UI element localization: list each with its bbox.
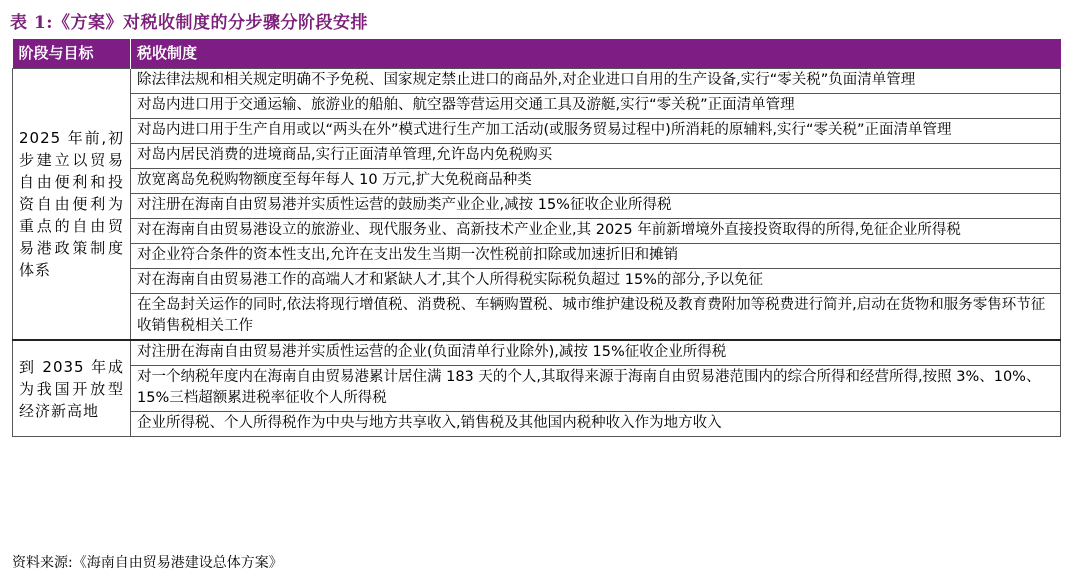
table-cell: 企业所得税、个人所得税作为中央与地方共享收入,销售税及其他国内税种收入作为地方收入 (131, 412, 1061, 437)
table-header-row (13, 39, 1061, 69)
table-title: 表 1:《方案》对税收制度的分步骤分阶段安排 (10, 13, 369, 33)
table-row (13, 412, 1061, 437)
table-row (13, 244, 1061, 269)
table-row (13, 94, 1061, 119)
table-cell: 对一个纳税年度内在海南自由贸易港累计居住满 183 天的个人,其取得来源于海南自由贸易港范围内的综合所得和经营所得,按照 3%、10%、15%三档超额累进税率征收个人所得税 (131, 366, 1061, 412)
header-stage: 阶段与目标 (13, 39, 131, 69)
table-cell: 放宽离岛免税购物额度至每年每人 10 万元,扩大免税商品种类 (131, 169, 1061, 194)
table-row (13, 69, 1061, 94)
table-row (13, 366, 1061, 412)
table-row (13, 119, 1061, 144)
table-cell: 对岛内进口用于生产自用或以“两头在外”模式进行生产加工活动(或服务贸易过程中)所消耗的原辅料,实行“零关税”正面清单管理 (131, 119, 1061, 144)
table-cell: 对在海南自由贸易港工作的高端人才和紧缺人才,其个人所得税实际税负超过 15%的部分,予以免征 (131, 269, 1061, 294)
table-cell: 对岛内进口用于交通运输、旅游业的船舶、航空器等营运用交通工具及游艇,实行“零关税”正面清单管理 (131, 94, 1061, 119)
table-row (13, 294, 1061, 341)
header-tax-system: 税收制度 (131, 39, 1061, 69)
tax-arrangement-table (12, 39, 1061, 437)
table-row (13, 269, 1061, 294)
table-row (13, 144, 1061, 169)
table-cell: 在全岛封关运作的同时,依法将现行增值税、消费税、车辆购置税、城市维护建设税及教育费附加等税费进行简并,启动在货物和服务零售环节征收销售税相关工作 (131, 294, 1061, 341)
table-cell: 除法律法规和相关规定明确不予免税、国家规定禁止进口的商品外,对企业进口自用的生产设备,实行“零关税”负面清单管理 (131, 69, 1061, 94)
stage-2025: 2025 年前,初步建立以贸易自由便利和投资自由便利为重点的自由贸易港政策制度体系 (13, 69, 131, 341)
table-row (13, 169, 1061, 194)
table-cell: 对在海南自由贸易港设立的旅游业、现代服务业、高新技术产业企业,其 2025 年前新增境外直接投资取得的所得,免征企业所得税 (131, 219, 1061, 244)
table-row (13, 340, 1061, 366)
table-cell: 对岛内居民消费的进境商品,实行正面清单管理,允许岛内免税购买 (131, 144, 1061, 169)
table-cell: 对注册在海南自由贸易港并实质性运营的鼓励类产业企业,减按 15%征收企业所得税 (131, 194, 1061, 219)
stage-2035: 到 2035 年成为我国开放型经济新高地 (13, 340, 131, 437)
table-row (13, 194, 1061, 219)
table-row (13, 219, 1061, 244)
table-cell: 对企业符合条件的资本性支出,允许在支出发生当期一次性税前扣除或加速折旧和摊销 (131, 244, 1061, 269)
source-note: 资料来源:《海南自由贸易港建设总体方案》 (12, 555, 283, 571)
table-cell: 对注册在海南自由贸易港并实质性运营的企业(负面清单行业除外),减按 15%征收企业所得税 (131, 340, 1061, 366)
